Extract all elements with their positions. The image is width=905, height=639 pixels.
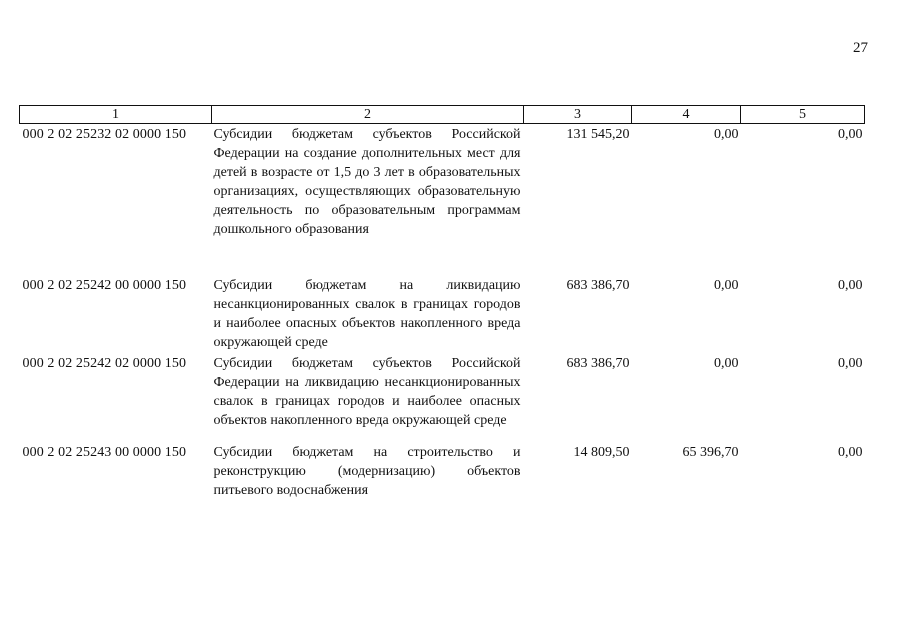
value-col4: 0,00 — [714, 356, 739, 371]
table-row — [20, 430, 865, 500]
value-col3: 131 545,20 — [524, 124, 632, 277]
table-row — [20, 124, 865, 277]
value-col4: 65 396,70 — [682, 445, 739, 460]
budget-code: 000 2 02 25242 00 0000 150 — [22, 278, 187, 293]
value-col5: 0,00 — [838, 445, 863, 460]
budget-table — [19, 105, 865, 500]
table-row — [20, 352, 865, 430]
header-row — [20, 106, 865, 124]
column-header-2: 2 — [212, 106, 524, 124]
income-name: Субсидии бюджетам субъектов Российской Федерации на ликвидацию несанкционированных свалок в границах городов и наиболее опасных объектов накопленного вреда окружающей среде — [213, 356, 521, 428]
column-header-1: 1 — [20, 106, 212, 124]
column-header-5: 5 — [741, 106, 865, 124]
table-header — [20, 106, 865, 124]
income-name: Субсидии бюджетам на ликвидацию несанкционированных свалок в границах городов и наиболее опасных объектов накопленного вреда окружающей среде — [213, 278, 521, 350]
budget-code: 000 2 02 25243 00 0000 150 — [22, 445, 187, 460]
value-col3: 683 386,70 — [566, 278, 630, 293]
column-header-4: 4 — [632, 106, 741, 124]
value-col5: 0,00 — [741, 124, 865, 277]
budget-code: 000 2 02 25232 02 0000 150 — [20, 124, 212, 277]
income-name: Субсидии бюджетам на строительство и реконструкцию (модернизацию) объектов питьевого водоснабжения — [213, 445, 521, 498]
value-col5: 0,00 — [838, 356, 863, 371]
value-col4: 0,00 — [632, 124, 741, 277]
value-col5: 0,00 — [838, 278, 863, 293]
budget-code: 000 2 02 25242 02 0000 150 — [22, 356, 187, 371]
value-col3: 683 386,70 — [566, 356, 630, 371]
table-body — [20, 124, 865, 501]
column-header-3: 3 — [524, 106, 632, 124]
value-col4: 0,00 — [714, 278, 739, 293]
value-col3: 14 809,50 — [573, 445, 630, 460]
page-number: 27 — [853, 40, 868, 56]
income-name: Субсидии бюджетам субъектов Российской Федерации на создание дополнительных мест для детей в возрасте от 1,5 до 3 лет в образовательных организациях, осуществляющих образовательную деятельность по образовательным программам дошкольного образования — [212, 124, 524, 277]
table-row — [20, 276, 865, 352]
